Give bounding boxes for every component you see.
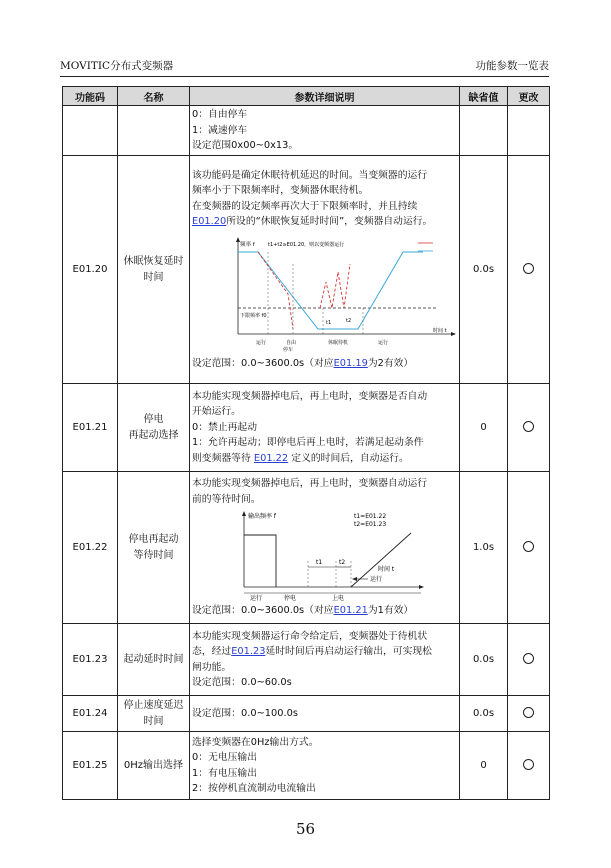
lower-freq-label: 下限频率 f0	[240, 312, 267, 319]
phase-free: 自由	[286, 339, 297, 346]
param-name: 停电 再起动选择	[118, 384, 190, 472]
circle-icon	[523, 707, 534, 718]
diagram-note: t1+t2≥E01.20，则以变频器运行	[268, 241, 345, 248]
table-row	[63, 732, 550, 800]
page-header	[60, 58, 549, 77]
param-name: 起动延时时间	[118, 624, 190, 696]
circle-icon	[523, 421, 534, 432]
table-row	[63, 624, 550, 696]
param-code: E01.21	[63, 384, 118, 472]
param-description: 设定范围：0.0~100.0s	[190, 696, 460, 732]
circle-icon	[523, 541, 534, 552]
table-header-row	[63, 87, 550, 106]
param-description: 该功能码是确定休眠待机延迟的时间。当变频器的运行 频率小于下限频率时，变频器休眠待机。 在变频器的设定频率再次大于下限频率时，并且持续 E01.20所设的“休眠恢复延时时间”，变频器自动运行。 频率 f t1+t2≥E01.20，则以变频器运行 下限频率 f0 t1 t2 时间 t 运行 自由 停车 休眠待机 运行 设定范围：0.0~3600.0s（对应E01.19为2有效）	[190, 156, 460, 384]
table-row	[63, 384, 550, 472]
circle-icon	[523, 263, 534, 274]
phase-run: 运行	[250, 595, 263, 602]
param-change-mark	[508, 472, 550, 624]
freq-axis-label: 频率 f	[240, 241, 255, 248]
param-name: 0Hz输出选择	[118, 732, 190, 800]
param-link[interactable]: E01.21	[333, 605, 368, 617]
phase-power-off: 停电	[284, 595, 297, 602]
param-default: 0	[460, 384, 508, 472]
phase-stop: 停车	[283, 346, 294, 353]
t2-label: t2	[346, 317, 352, 324]
circle-icon	[523, 759, 534, 770]
param-name: 停电再起动 等待时间	[118, 472, 190, 624]
param-link[interactable]: E01.19	[333, 357, 368, 369]
param-name: 休眠恢复延时 时间	[118, 156, 190, 384]
legend-t2: t2=E01.23	[354, 521, 387, 529]
col-header-name: 名称	[118, 87, 190, 106]
param-link[interactable]: E01.20	[192, 216, 227, 228]
param-change-mark	[508, 732, 550, 800]
header-title: MOVITIC分布式变频器	[60, 60, 174, 72]
param-change-mark	[508, 696, 550, 732]
col-header-code: 功能码	[63, 87, 118, 106]
param-change-mark	[508, 384, 550, 472]
table-row	[63, 472, 550, 624]
param-description: 本功能实现变频器掉电后，再上电时，变频器自动运行 前的等待时间。 输出频率 f t1=E01.22 t2=E01.23 t1 t2 时间 t 运行 运行 停电 上电 设定范围：0.0~3600.0s（对应E01.21为1有效）	[190, 472, 460, 624]
param-description: 0：自由停车 1：减速停车 设定范围0x00~0x13。	[190, 106, 460, 156]
param-code: E01.20	[63, 156, 118, 384]
header-section: 功能参数一览表	[475, 60, 549, 72]
table-row	[63, 106, 550, 156]
table-row	[63, 696, 550, 732]
param-default: 0.0s	[460, 624, 508, 696]
col-header-default: 缺省值	[460, 87, 508, 106]
table-row	[63, 156, 550, 384]
phase-run: 运行	[256, 339, 267, 346]
legend-t1: t1=E01.22	[354, 513, 387, 521]
param-code: E01.22	[63, 472, 118, 624]
power-restart-timing-diagram	[236, 509, 436, 601]
param-code: E01.24	[63, 696, 118, 732]
param-description: 选择变频器在0Hz输出方式。 0：无电压输出 1：有电压输出 2：按停机直流制动电流输出	[190, 732, 460, 800]
phase-run-2: 运行	[378, 339, 389, 346]
param-code: E01.25	[63, 732, 118, 800]
param-link[interactable]: E01.22	[253, 452, 289, 464]
time-axis-label: 时间 t	[433, 327, 447, 334]
param-link[interactable]: E01.23	[231, 646, 266, 657]
col-header-change: 更改	[508, 87, 550, 106]
freq-axis-label: 输出频率 f	[248, 513, 277, 521]
t1-label: t1	[326, 319, 332, 326]
sleep-recovery-timing-diagram	[228, 234, 468, 354]
param-name: 停止速度延迟 时间	[118, 696, 190, 732]
param-default: 0	[460, 732, 508, 800]
circle-icon	[523, 653, 534, 664]
run-arrow-label: 运行	[370, 576, 383, 584]
param-description: 本功能实现变频器掉电后，再上电时，变频器是否自动 开始运行。 0：禁止再起动 1：允许再起动；即停电后再上电时，若满足起动条件 则变频器等待 E01.22 定义的时间后，自动运行。	[190, 384, 460, 472]
param-description: 本功能实现变频器运行命令给定后，变频器处于待机状 态，经过E01.23延时时间后再启动运行输出，可实现松 闸功能。 设定范围：0.0~60.0s	[190, 624, 460, 696]
t1-label: t1	[316, 559, 323, 567]
param-change-mark	[508, 624, 550, 696]
phase-sleep: 休眠待机	[328, 339, 349, 346]
param-default: 1.0s	[460, 472, 508, 624]
param-default: 0.0s	[460, 696, 508, 732]
t2-label: t2	[339, 559, 346, 567]
param-change-mark	[508, 156, 550, 384]
param-code: E01.23	[63, 624, 118, 696]
col-header-desc: 参数详细说明	[190, 87, 460, 106]
parameter-table	[62, 86, 550, 800]
page-number: 56	[295, 820, 316, 838]
param-default: 0.0s	[460, 156, 508, 384]
time-axis-label: 时间 t	[378, 566, 395, 574]
phase-power-on: 上电	[332, 595, 345, 602]
